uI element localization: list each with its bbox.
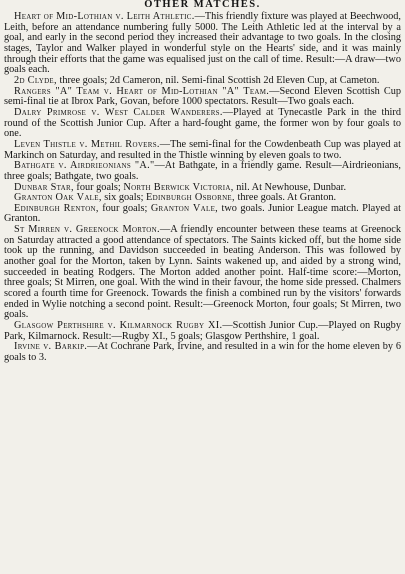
match-title: Edinburgh Renton, — [14, 202, 99, 214]
match-title: Irvine v. Barkip. — [14, 341, 88, 353]
match-report — [4, 225, 401, 321]
match-title: 2d Clyde, — [14, 74, 57, 86]
match-report — [4, 161, 401, 182]
match-report — [4, 321, 401, 342]
match-title: Edinburgh Osborne, — [146, 192, 235, 204]
match-report — [4, 140, 401, 161]
match-report — [4, 342, 401, 363]
match-text: four goals; — [98, 202, 151, 214]
match-title: Granton Vale, — [150, 202, 219, 214]
match-text: nil. At Newhouse, Dunbar. — [233, 181, 347, 193]
section-heading: OTHER MATCHES. — [144, 0, 261, 10]
match-title: Rangers "A" Team v. Heart of Mid-Lothian "A" Team. — [14, 85, 270, 97]
match-title: Glasgow Perthshire v. Kilmarnock Rugby XI. — [14, 320, 223, 332]
match-text: four goals; — [73, 181, 124, 193]
match-report — [4, 12, 401, 76]
match-title: St Mirren v. Greenock Morton. — [14, 224, 160, 236]
match-reports — [4, 12, 401, 364]
match-title: Dalry Primrose v. West Calder Wanderers. — [14, 106, 223, 118]
match-report — [4, 108, 401, 140]
match-text: —A friendly encounter between these teams at Greenock on Saturday attracted a good attendance of spectators. The Saints kicked off, but the home side took up the running, and Davidson succeeded in beating Anderson. This was followed by another goal for the Morton, taken by Lynn. Saints wakened up, and aided by a strong wind, succeeded in beating Rodgers. The Morton added another point. Half-time score:—Morton, three goals; St Mirren, one goal. With the wind in their favour, the home side pressed. Chalmers scored a fourth time for Greenock. Towards the finish a combined run by the visitors' forwards ended in Wylie notching a second point. Result:—Greenock Morton, four goals; St Mirren, two goals. — [4, 224, 401, 321]
match-text: —This friendly fixture was played at Beechwood, Leith, before an attendance numbering fully 5000. The Leith Athletic led at the interval by a goal, and early in the second period they increased their advantage to two goals. In the closing stages, Taylor and Walker played in wonderful style on the Hearts' side, and it was mainly through their efforts that the game was equalised just on the call of time. Result:—A draw—two goals each. — [4, 11, 401, 76]
match-text: three goals; 2d Cameron, nil. Semi-final Scottish 2d Eleven Cup, at Cameton. — [56, 74, 380, 86]
match-title: Granton Oak Vale, — [14, 192, 102, 204]
match-text: —At Cochrane Park, Irvine, and resulted in a win for the home eleven by 6 goals to 3. — [4, 341, 401, 363]
match-title: North Berwick Victoria, — [123, 181, 234, 193]
match-text: —The semi-final for the Cowdenbeath Cup was played at Markinch on Saturday, and resulted in the Thistle winning by eleven goals to two. — [4, 138, 401, 161]
match-title: Leven Thistle v. Methil Rovers. — [14, 138, 160, 150]
match-text: six goals; — [101, 192, 147, 204]
match-title: Heart of Mid-Lothian v. Leith Athletic. — [14, 11, 195, 22]
match-text: —Second Eleven Scottish Cup semi-final tie at Ibrox Park, Govan, before 1000 spectators. Result—Two goals each. — [4, 85, 401, 108]
match-text: three goals. At Granton. — [234, 192, 337, 204]
match-title: Bathgate v. Airdrieonians "A." — [14, 160, 155, 172]
match-text: —Played at Tynecastle Park in the third round of the Scottish Junior Cup. After a hard-fought game, the former won by four goals to one. — [4, 106, 401, 140]
match-text: —At Bathgate, in a friendly game. Result—Airdrieonians, three goals; Bathgate, two goals. — [4, 160, 401, 182]
match-title: Dunbar Star, — [14, 181, 74, 193]
match-text: —Scottish Junior Cup.—Played on Rugby Park, Kilmarnock. Result:—Rugby XI., 5 goals; Glasgow Perthshire, 1 goal. — [4, 320, 401, 342]
match-text: two goals. Junior League match. Played at Granton. — [4, 202, 401, 225]
match-report — [4, 204, 401, 225]
match-report — [4, 87, 401, 108]
